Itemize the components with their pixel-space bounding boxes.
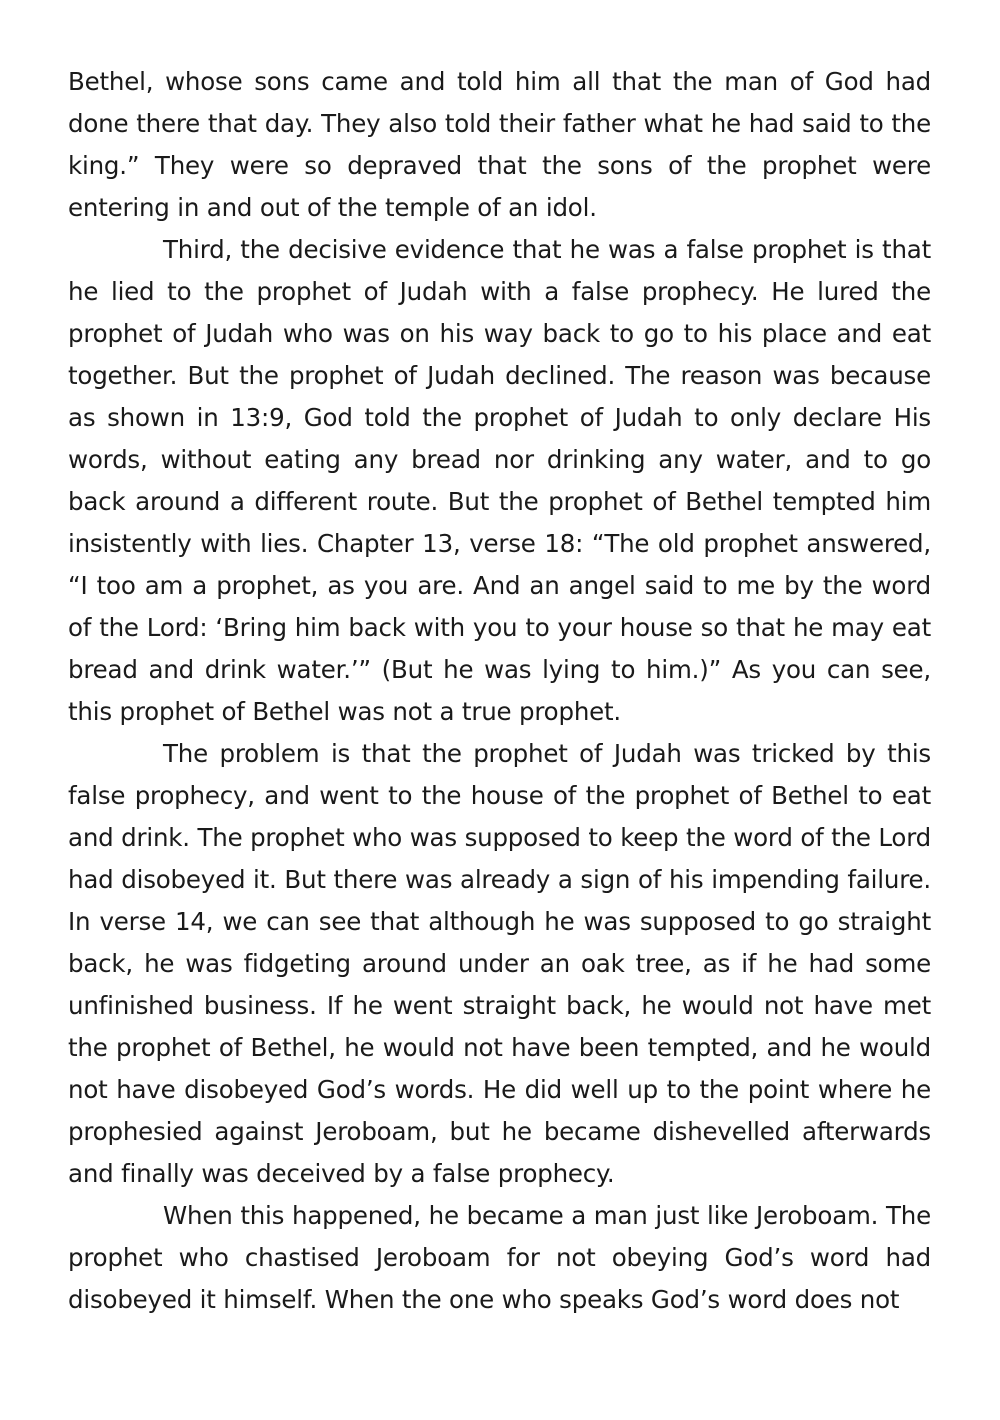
paragraph-2: Third, the decisive evidence that he was a false prophet is that he lied to the prophet of Judah with a false prophecy. He lured the prophet of Judah who was on his way back to go to his place and eat together. But the prophet of Judah declined. The reason was because as shown in 13:9, God told the prophet of Judah to only declare His words, without eating any bread nor drinking any water, and to go back around a different route. But the prophet of Bethel tempted him insistently with lies. Chapter 13, verse 18: “The old prophet answered, “I too am a prophet, as you are. And an angel said to me by the word of the Lord: ‘Bring him back with you to your house so that he may eat bread and drink water.’” (But he was lying to him.)” As you can see, this prophet of Bethel was not a true prophet. (68, 235, 931, 726)
paragraph-1: Bethel, whose sons came and told him all that the man of God had done there that day. They also told their father what he had said to the king.” They were so depraved that the sons of the prophet were entering in and out of the temple of an idol. (68, 67, 931, 222)
paragraph-4: When this happened, he became a man just like Jeroboam. The prophet who chastised Jeroboam for not obeying God’s word had disobeyed it himself. When the one who speaks God’s word does not (68, 1201, 931, 1314)
paragraph-3: The problem is that the prophet of Judah was tricked by this false prophecy, and went to the house of the prophet of Bethel to eat and drink. The prophet who was supposed to keep the word of the Lord had disobeyed it. But there was already a sign of his impending failure. In verse 14, we can see that although he was supposed to go straight back, he was fidgeting around under an oak tree, as if he had some unfinished business. If he went straight back, he would not have met the prophet of Bethel, he would not have been tempted, and he would not have disobeyed God’s words. He did well up to the point where he prophesied against Jeroboam, but he became dishevelled afterwards and finally was deceived by a false prophecy. (68, 739, 931, 1188)
document-page (68, 61, 931, 1321)
